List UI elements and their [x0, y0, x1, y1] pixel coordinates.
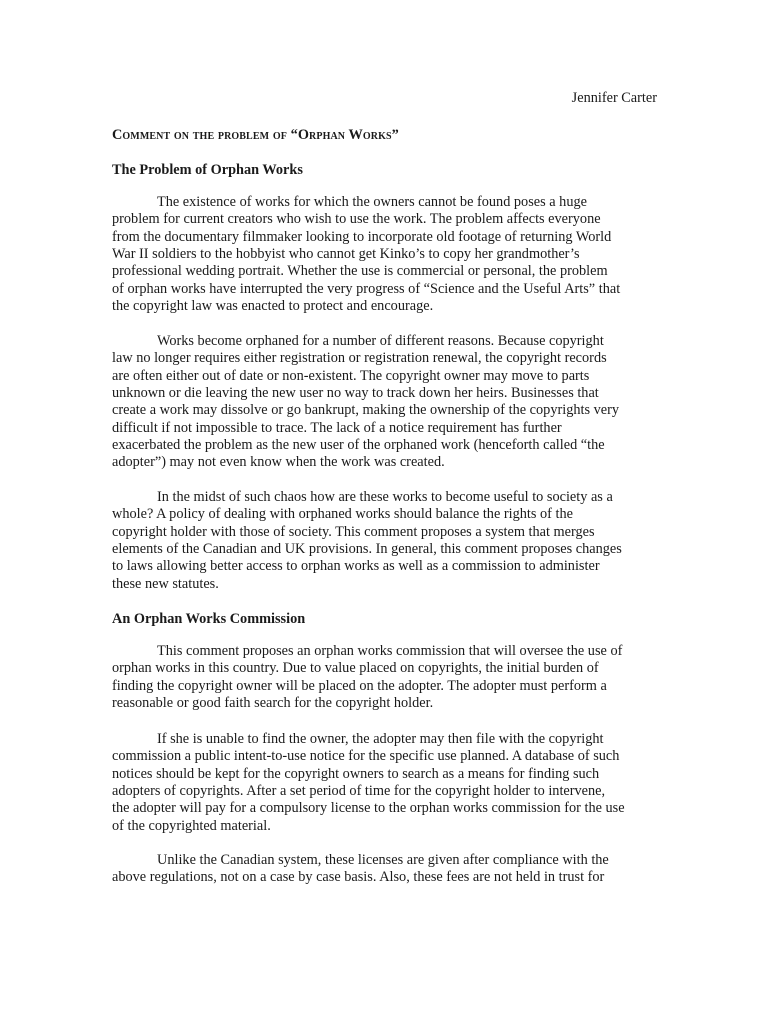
text-line: above regulations, not on a case by case basis. Also, these fees are not held in trust for: [112, 869, 605, 886]
text-line: difficult if not impossible to trace. The lack of a notice requirement has further: [112, 419, 562, 436]
paragraph: [112, 731, 657, 835]
text-line: are often either out of date or non-existent. The copyright owner may move to parts: [112, 367, 590, 384]
text-line: professional wedding portrait. Whether the use is commercial or personal, the problem: [112, 263, 608, 280]
section-heading: An Orphan Works Commission: [112, 611, 306, 627]
text-line: adopters of copyrights. After a set period of time for the copyright holder to intervene,: [112, 783, 606, 800]
text-line: notices should be kept for the copyright owners to search as a means for finding such: [112, 765, 600, 782]
text-line: the adopter will pay for a compulsory license to the orphan works commission for the use: [112, 800, 625, 817]
text-line: adopter”) may not even know when the work was created.: [112, 454, 445, 471]
text-line: If she is unable to find the owner, the adopter may then file with the copyright: [157, 731, 604, 747]
text-line: The existence of works for which the owners cannot be found poses a huge: [157, 194, 587, 210]
paragraph: [112, 333, 657, 472]
paragraph: [112, 489, 657, 593]
text-line: exacerbated the problem as the new user of the orphaned work (henceforth called “the: [112, 437, 605, 454]
text-line: create a work may dissolve or go bankrupt, making the ownership of the copyrights very: [112, 402, 620, 419]
text-line: In the midst of such chaos how are these works to become useful to society as a: [157, 489, 613, 505]
author-name: Jennifer Carter: [571, 90, 657, 106]
text-line: This comment proposes an orphan works commission that will oversee the use of: [157, 643, 623, 659]
text-line: copyright holder with those of society. This comment proposes a system that merges: [112, 523, 595, 540]
text-line: commission a public intent-to-use notice for the specific use planned. A database of such: [112, 748, 620, 765]
text-line: the copyright law was enacted to protect and encourage.: [112, 298, 434, 315]
text-line: orphan works in this country. Due to value placed on copyrights, the initial burden of: [112, 660, 599, 677]
text-line: Unlike the Canadian system, these licenses are given after compliance with the: [157, 852, 609, 868]
text-line: of orphan works have interrupted the very progress of “Science and the Useful Arts” that: [112, 280, 621, 297]
text-line: Works become orphaned for a number of different reasons. Because copyright: [157, 333, 604, 349]
paragraph: [112, 643, 657, 712]
text-line: reasonable or good faith search for the copyright holder.: [112, 695, 434, 712]
text-line: War II soldiers to the hobbyist who cannot get Kinko’s to copy her grandmother’s: [112, 246, 580, 263]
text-line: whole? A policy of dealing with orphaned works should balance the rights of the: [112, 506, 573, 523]
text-line: problem for current creators who wish to use the work. The problem affects everyone: [112, 211, 601, 228]
text-line: law no longer requires either registration or registration renewal, the copyright records: [112, 350, 607, 367]
comment-title: Comment on the problem of “Orphan Works”: [112, 127, 399, 143]
text-line: to laws allowing better access to orphan works as well as a commission to administer: [112, 558, 600, 575]
paragraph: [112, 852, 657, 887]
text-line: unknown or die leaving the new user no way to track down her heirs. Businesses that: [112, 385, 599, 402]
text-line: from the documentary filmmaker looking to incorporate old footage of returning World: [112, 228, 612, 245]
paragraph: [112, 194, 657, 315]
text-line: finding the copyright owner will be placed on the adopter. The adopter must perform a: [112, 677, 607, 694]
text-line: of the copyrighted material.: [112, 817, 271, 834]
section-heading: The Problem of Orphan Works: [112, 162, 303, 178]
text-line: these new statutes.: [112, 575, 219, 592]
text-line: elements of the Canadian and UK provisions. In general, this comment proposes changes: [112, 541, 622, 558]
